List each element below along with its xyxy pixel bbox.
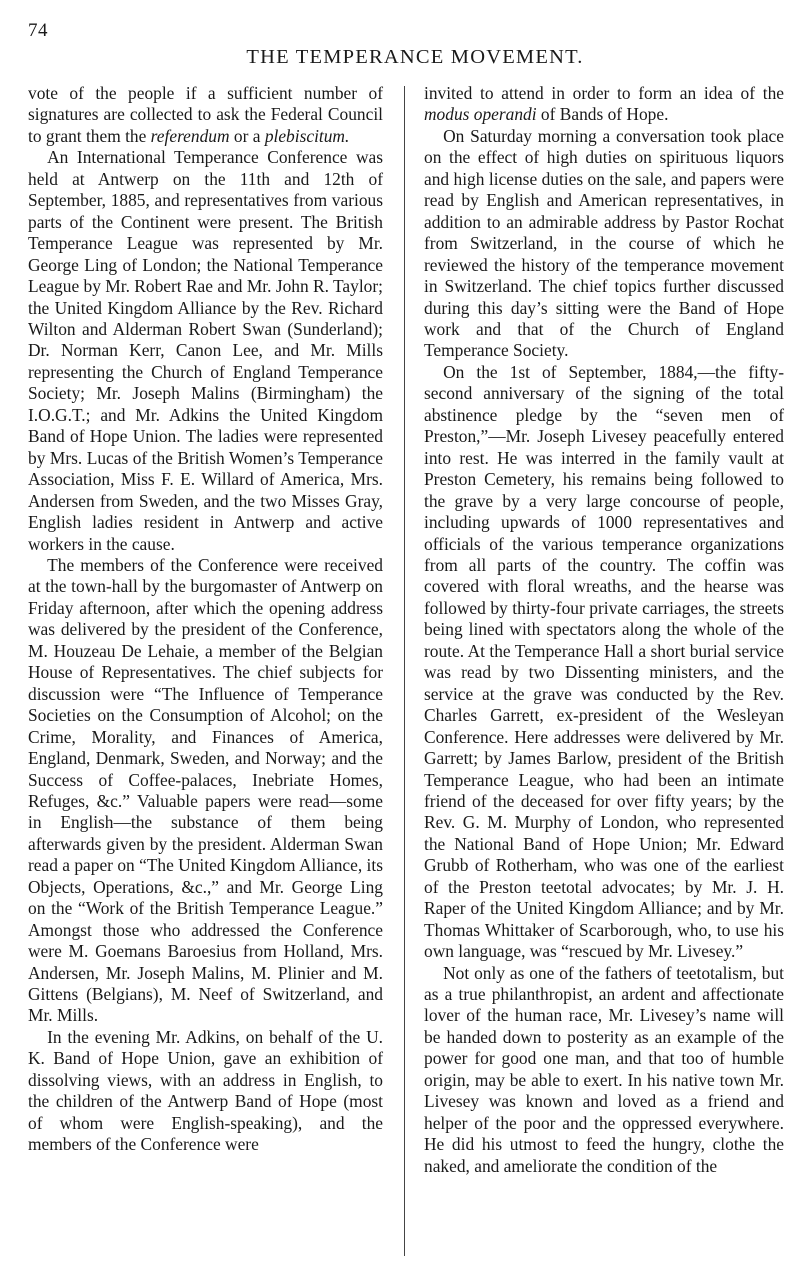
italic-term: referendum bbox=[150, 125, 230, 146]
italic-term: modus operandi bbox=[424, 104, 537, 125]
text-run: invited to attend in order to form an idea of the bbox=[424, 83, 784, 103]
paragraph: On the 1st of September, 1884,—the fifty-second anniversary of the signing of the total abstinence pledge by the “seven men of Preston,”—Mr. Joseph Livesey peacefully entered into rest. He was interred in the family vault at Preston Cemetery, his remains being followed to the grave by a very large concourse of people, including upwards of 1000 representatives and officials of the various temperance organizations from all parts of the country. The coffin was covered with floral wreaths, and the hearse was followed by thirty-four private carriages, the streets being lined with spectators along the whole of the route. At the Temperance Hall a short burial service was read by two Dissenting ministers, and the service at the grave was conducted by the Rev. Charles Garrett, ex-president of the Wesleyan Conference. Here addresses were delivered by Mr. Garrett; by James Barlow, president of the British Temperance League, who had been an intimate friend of the deceased for over fifty years; by the Rev. G. M. Murphy of London, who represented the National Band of Hope Union; Mr. Edward Grubb of Rotherham, who was one of the earliest of the Preston teetotal advocates; by Mr. J. H. Raper of the United Kingdom Alliance; and by Mr. Thomas Whittaker of Scarborough, who, to use his own language, was “rescued by Mr. Livesey.” bbox=[424, 361, 784, 962]
text-run: of Bands of Hope. bbox=[536, 104, 669, 125]
text-run: or a bbox=[229, 125, 265, 146]
paragraph bbox=[28, 83, 383, 147]
text-run: vote of the people if a sufficient number of signatures are collected to ask the Federal Council to grant them the bbox=[28, 83, 383, 146]
paragraph: The members of the Conference were received at the town-hall by the burgomaster of Antwerp on Friday afternoon, after which the opening address was delivered by the president of the Conference, M. Houzeau De Lehaie, a member of the Belgian House of Representatives. The chief subjects for discussion were “The Influence of Temperance Societies on the Consumption of Alcohol; on the Crime, Morality, and Finances of America, England, Denmark, Sweden, and Norway; and the Success of Coffee-palaces, Inebriate Homes, Refuges, &c.” Valuable papers were read—some in English—the substance of them being afterwards given by the president. Alderman Swan read a paper on “The United Kingdom Alliance, its Objects, Operations, &c.,” and Mr. George Ling on the “Work of the British Temperance League.” Amongst those who addressed the Conference were M. Goemans Baroesius from Holland, Mrs. Andersen, Mr. Joseph Malins, M. Plinier and M. Gittens (Belgians), M. Neef of Switzerland, and Mr. Mills. bbox=[28, 554, 383, 1026]
paragraph bbox=[424, 83, 784, 126]
right-column bbox=[424, 83, 784, 1177]
left-column bbox=[28, 83, 383, 1156]
column-divider bbox=[404, 86, 405, 1256]
running-head: THE TEMPERANCE MOVEMENT. bbox=[246, 46, 584, 68]
paragraph: Not only as one of the fathers of teetotalism, but as a true philanthropist, an ardent and affectionate lover of the human race, Mr. Livesey’s name will be handed down to posterity as an example of the power for good one man, and that too of humble origin, may be able to exert. In his native town Mr. Livesey was known and loved as a friend and helper of the poor and the oppressed everywhere. He did his utmost to feed the hungry, clothe the naked, and ameliorate the condition of the bbox=[424, 962, 784, 1176]
paragraph: On Saturday morning a conversation took place on the effect of high duties on spirituous liquors and high license duties on the sale, and papers were read by English and American representatives, in addition to an admirable address by Pastor Rochat from Switzerland, in the course of which he reviewed the history of the temperance movement in Switzerland. The chief topics further discussed during this day’s sitting were the Band of Hope work and that of the Church of England Temperance Society. bbox=[424, 125, 784, 361]
italic-term: plebiscitum. bbox=[264, 125, 350, 146]
paragraph: In the evening Mr. Adkins, on behalf of the U. K. Band of Hope Union, gave an exhibition of dissolving views, with an address in English, to the children of the Antwerp Band of Hope (most of whom were English-speaking), and the members of the Conference were bbox=[28, 1026, 383, 1155]
page-number: 74 bbox=[28, 20, 48, 41]
paragraph: An International Temperance Conference was held at Antwerp on the 11th and 12th of September, 1885, and representatives from various parts of the Continent were present. The British Temperance League was represented by Mr. George Ling of London; the National Temperance League by Mr. Robert Rae and Mr. John R. Taylor; the United Kingdom Alliance by the Rev. Richard Wilton and Alderman Robert Swan (Sunderland); Dr. Norman Kerr, Canon Lee, and Mr. Mills representing the Church of England Temperance Society; Mr. Joseph Malins (Birmingham) the I.O.G.T.; and Mr. Adkins the United Kingdom Band of Hope Union. The ladies were represented by Mrs. Lucas of the British Women’s Temperance Association, Miss F. E. Willard of America, Mrs. Andersen from Sweden, and the two Misses Gray, English ladies resident in Antwerp and active workers in the cause. bbox=[28, 147, 383, 554]
